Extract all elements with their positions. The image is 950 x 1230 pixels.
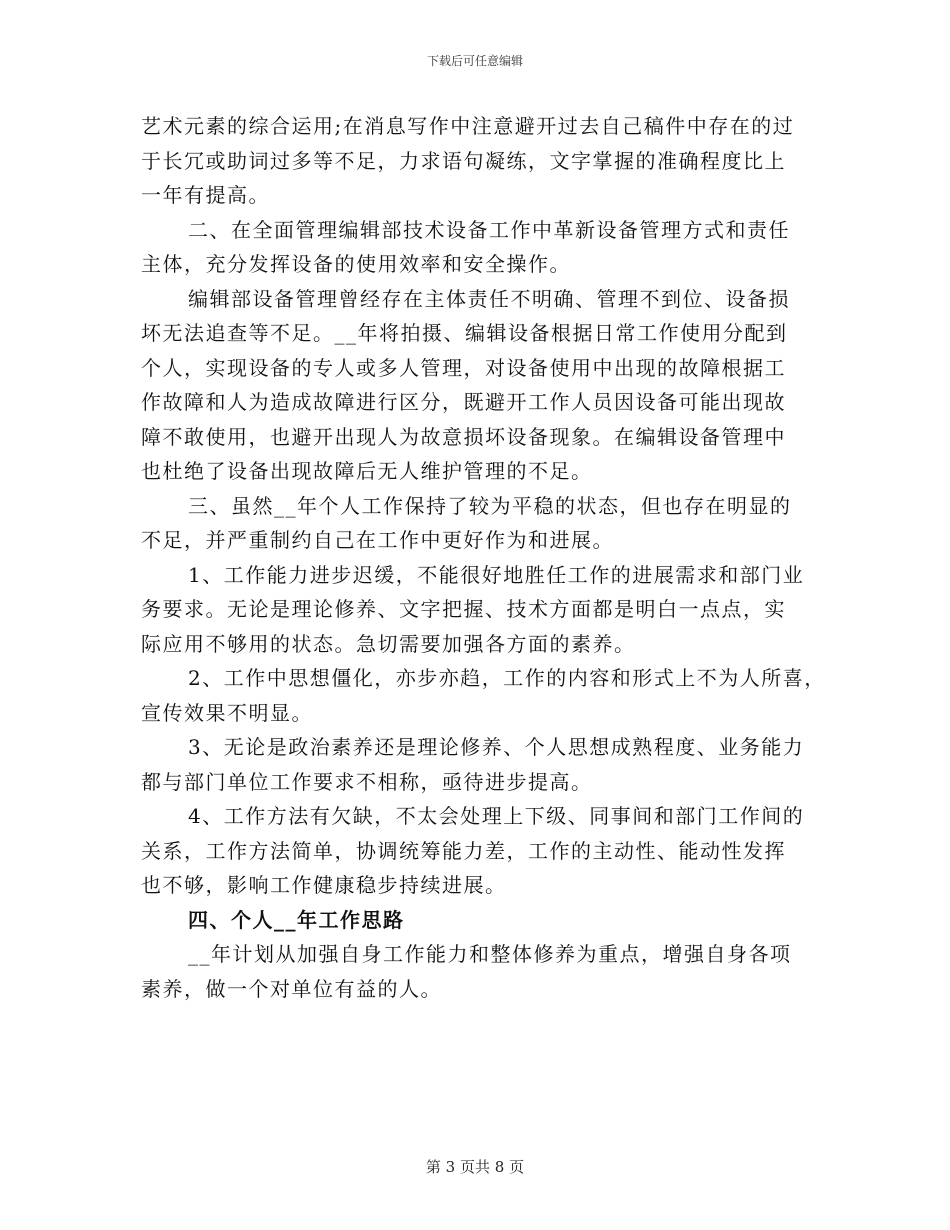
list-item-3: 3、无论是政治素养还是理论修养、个人思想成熟程度、业务能力 — [188, 735, 805, 759]
section-heading-4: 四、个人__年工作思路 — [188, 907, 405, 932]
body-line: 际应用不够用的状态。急切需要加强各方面的素养。 — [141, 631, 636, 656]
body-line: 也杜绝了设备出现故障后无人维护管理的不足。 — [141, 459, 593, 483]
body-line: 也不够，影响工作健康稳步持续进展。 — [141, 873, 507, 897]
section-heading-2: 二、在全面管理编辑部技术设备工作中革新设备管理方式和责任 — [188, 217, 790, 242]
body-line: 关系，工作方法简单，协调统筹能力差，工作的主动性、能动性发挥 — [141, 838, 786, 863]
body-line: 素养，做一个对单位有益的人。 — [141, 976, 442, 1001]
body-line: 务要求。无论是理论修养、文字把握、技术方面都是明白一点点，实 — [141, 597, 786, 621]
paragraph-start: 编辑部设备管理曾经存在主体责任不明确、管理不到位、设备损 — [188, 286, 790, 311]
body-line: 一年有提高。 — [141, 183, 270, 207]
body-line: 宣传效果不明显。 — [141, 700, 313, 725]
body-line: 都与部门单位工作要求不相称，亟待进步提高。 — [141, 769, 593, 794]
page-header: 下载后可任意编辑 — [426, 54, 523, 68]
paragraph-start: __年计划从加强自身工作能力和整体修养为重点，增强自身各项 — [188, 942, 792, 966]
list-item-4: 4、工作方法有欠缺，不太会处理上下级、同事间和部门工作间的 — [188, 804, 805, 828]
body-line: 主体，充分发挥设备的使用效率和安全操作。 — [141, 252, 571, 276]
body-line: 艺术元素的综合运用;在消息写作中注意避开过去自己稿件中存在的过 — [141, 114, 795, 138]
list-item-2: 2、工作中思想僵化，亦步亦趋，工作的内容和形式上不为人所喜， — [188, 666, 826, 690]
section-heading-3: 三、虽然__年个人工作保持了较为平稳的状态，但也存在明显的 — [188, 493, 792, 518]
page-number: 第 3 页共 8 页 — [425, 1158, 525, 1176]
body-line: 障不敢使用，也避开出现人为故意损坏设备现象。在编辑设备管理中 — [141, 424, 786, 449]
body-line: 坏无法追查等不足。__年将拍摄、编辑设备根据日常工作使用分配到 — [141, 321, 788, 345]
body-line: 作故障和人为造成故障进行区分，既避开工作人员因设备可能出现故 — [141, 390, 786, 414]
body-line: 于长冗或助词过多等不足，力求语句凝练，文字掌握的准确程度比上 — [141, 148, 786, 173]
body-line: 不足，并严重制约自己在工作中更好作为和进展。 — [141, 528, 614, 552]
document-body — [141, 112, 826, 1009]
list-item-1: 1、工作能力进步迟缓，不能很好地胜任工作的进展需求和部门业 — [188, 562, 805, 587]
body-line: 个人，实现设备的专人或多人管理，对设备使用中出现的故障根据工 — [141, 355, 786, 380]
